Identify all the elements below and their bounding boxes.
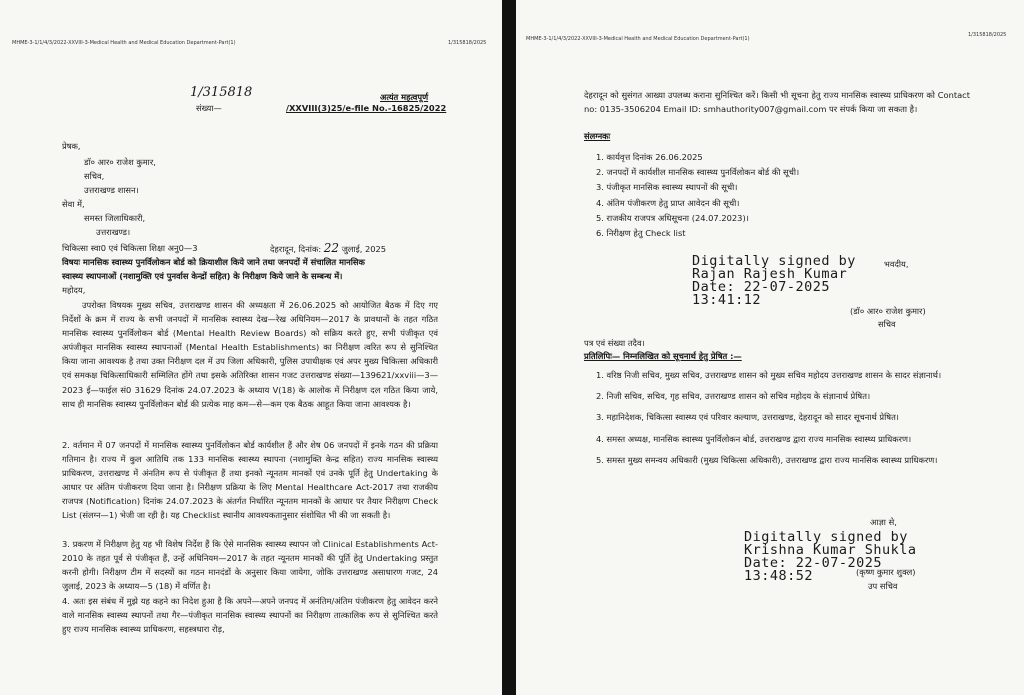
list-item: 6. निरीक्षण हेतु Check list bbox=[596, 228, 686, 239]
paragraph-4: 4. अतः इस संबंध में मुझे यह कहने का निदेश हुआ है कि अपने—अपने जनपद में अनंतिम/अंतिम पंजीकरण हेतु आवेदन करने वाले मानसिक स्वास्थ्य स्थापनों तथा गैर—पंजीकृत मानसिक स्वास्थ्य स्थापनों का निरीक्षण तात्कालिक रूप से सुनिश्चित करते हुए राज्य मानसिक स्वास्थ्य प्राधिकरण, सहस्त्रधारा रोड़, bbox=[62, 596, 438, 635]
salutation: महोदय, bbox=[62, 285, 86, 295]
signature-line: Digitally signed by bbox=[692, 253, 856, 269]
signature-line: 13:41:12 bbox=[692, 292, 762, 308]
signer-1-name: (डॉ० आर० राजेश कुमार) bbox=[850, 306, 926, 316]
by-order: आज्ञा से, bbox=[870, 517, 897, 527]
copy-heading: प्रतिलिपिः— निम्नलिखित को सूचनार्थ हेतु प्रेषित :— bbox=[584, 351, 742, 361]
subject-line-2: स्वास्थ्य स्थापनाओं (नशामुक्ति एवं पुनर्वास केन्द्रों सहित) के निरीक्षण किये जाने के सम्बन्ध में। bbox=[62, 271, 343, 281]
digital-signature-1 bbox=[692, 255, 856, 307]
list-item: 5. समस्त मुख्य समन्वय अधिकारी (मुख्य चिकित्सा अधिकारी), उत्तराखण्ड द्वारा राज्य मानसिक स्वास्थ्य प्राधिकरण। bbox=[596, 454, 938, 465]
signer-2-name: (कृष्ण कुमार शुक्ल) bbox=[856, 567, 916, 577]
enclosure-list bbox=[596, 150, 799, 241]
reference-number: /XXVIII(3)25/e-file No.-16825/2022 bbox=[286, 103, 447, 113]
list-item: 2. निजी सचिव, सचिव, गृह सचिव, उत्तराखण्ड शासन को सचिव महोदय के संज्ञानार्थ प्रेषित। bbox=[596, 391, 871, 402]
list-item: 5. राजकीय राजपत्र अधिसूचना (24.07.2023)। bbox=[596, 212, 749, 223]
file-header: MHME-3-1/1/4/3/2022-XXVIII-3-Medical Health and Medical Education Department-Part(1) bbox=[12, 40, 236, 46]
document-page-1 bbox=[0, 0, 502, 695]
yours-faithfully: भवदीय, bbox=[884, 259, 909, 269]
sender-name: डॉ० आर० राजेश कुमार, bbox=[84, 157, 156, 167]
enclosure-label: संलग्नकः bbox=[584, 131, 611, 141]
date-suffix: जुलाई, 2025 bbox=[341, 244, 387, 254]
list-item: 1. कार्यवृत्त दिनांक 26.06.2025 bbox=[596, 152, 703, 162]
list-item: 3. महानिदेशक, चिकित्सा स्वास्थ्य एवं परिवार कल्याण, उत्तराखण्ड, देहरादून को सादर सूचनार्थ प्रेषित। bbox=[596, 412, 899, 423]
letter-date bbox=[270, 242, 386, 256]
department-section: चिकित्सा स्वा0 एवं चिकित्सा शिक्षा अनु0—3 bbox=[62, 243, 198, 253]
subject-line-1: विषयः मानसिक स्वास्थ्य पुनर्विलोकन बोर्ड को क्रियाशील किये जाने तथा जनपदों में संचालित मानसिक bbox=[62, 257, 365, 267]
paragraph-1: उपरोक्त विषयक मुख्य सचिव, उत्तराखण्ड शासन की अध्यक्षता में 26.06.2025 को आयोजित बैठक में दिए गए निर्देशों के क्रम में राज्य के सभी जनपदों में मानसिक स्वास्थ्य देख—रेख अधिनियम—2017 के प्रावधानों के तहत गठित मानसिक स्वास्थ्य पुनर्विलोकन बोर्ड (Mental Health Review Boards) को सक्रिय करते हुए, सभी पंजीकृत एवं अपंजीकृत मानसिक स्वास्थ्य स्थापनाओं (Mental Health Establishments) का निरीक्षण त्वरित रूप से सुनिश्चित किया जाना आवश्यक है तथा उक्त निरीक्षण दल में उप जिला अधिकारी, पुलिस उपाधीक्षक एवं अपर मुख्य चिकित्सा अधिकारी एवं समकक्ष चिकित्साधिकारी सम्मिलित होंगे तथा इसके अतिरिक्त शासन गजट उत्तराखण्ड संख्या—139621/xxviii—3—2023 ई—फाईल सं0 31629 दिनांक 24.07.2023 के अध्याय V(18) के आलोक में निरीक्षण दल गठित किया जाये, साथ ही मानसिक स्वास्थ्य पुनर्विलोकन बोर्ड की प्रत्येक माह कम—से—कम एक बैठक आहूत किया जाना आवश्यक है। bbox=[62, 300, 438, 409]
signature-line: Krishna Kumar Shukla bbox=[744, 542, 917, 558]
signature-line: 13:48:52 bbox=[744, 568, 814, 584]
handwritten-number: 1/315818 bbox=[190, 85, 253, 100]
list-item: 4. अंतिम पंजीकरण हेतु प्राप्त आवेदन की सूची। bbox=[596, 197, 740, 208]
file-number: 1/315818/2025 bbox=[968, 32, 1007, 38]
list-item: 1. वरिष्ठ निजी सचिव, मुख्य सचिव, उत्तराखण्ड शासन को मुख्य सचिव महोदय उत्तराखण्ड शासन के सादर संज्ञानार्थ। bbox=[596, 370, 942, 380]
file-header: MHME-3-1/1/4/3/2022-XXVIII-3-Medical Health and Medical Education Department-Part(1) bbox=[526, 36, 750, 42]
sender-office: उत्तराखण्ड शासन। bbox=[84, 185, 139, 195]
signature-line: Digitally signed by bbox=[744, 529, 908, 545]
file-number: 1/315818/2025 bbox=[448, 40, 487, 46]
signature-line: Date: 22-07-2025 bbox=[744, 555, 883, 571]
sender-label: प्रेषक, bbox=[62, 141, 81, 151]
paragraph-3: 3. प्रकरण में निरीक्षण हेतु यह भी विशेष निर्देश हैं कि ऐसे मानसिक स्वास्थ्य स्थापन जो Clinical Establishments Act-2010 के तहत पूर्व से पंजीकृत हैं, उन्हें अधिनियम—2017 के तहत न्यूनतम मानकों की पूर्ति हेतु Undertaking प्रस्तुत करनी होगी। निरीक्षण टीम में सदस्यों का गठन मानदंडों के अनुसार किया जायेगा, जोकि उत्तराखण्ड असाधारण गजट, 24 जुलाई, 2023 के अध्याय—5 (18) में वर्णित है। bbox=[62, 539, 438, 592]
signature-line: Date: 22-07-2025 bbox=[692, 279, 831, 295]
document-page-2 bbox=[516, 0, 1024, 695]
priority-label: अत्यंत महत्वपूर्ण bbox=[380, 92, 429, 102]
sender-designation: सचिव, bbox=[84, 171, 105, 181]
signer-1-title: सचिव bbox=[878, 319, 896, 329]
list-item: 4. समस्त अध्यक्ष, मानसिक स्वास्थ्य पुनर्विलोकन बोर्ड, उत्तराखण्ड द्वारा राज्य मानसिक स्वास्थ्य प्राधिकरण। bbox=[596, 433, 912, 444]
list-item: 2. जनपदों में कार्यशील मानसिक स्वास्थ्य पुनर्विलोकन बोर्ड की सूची। bbox=[596, 167, 800, 178]
paragraph-2: 2. वर्तमान में 07 जनपदों में मानसिक स्वास्थ्य पुनर्विलोकन बोर्ड कार्यशील हैं और शेष 06 जनपदों में इनके गठन की प्रक्रिया गतिमान है। राज्य में कुल आतिथि तक 133 मानसिक स्वास्थ्य स्थापना (नशामुक्ति केन्द्र सहित) राज्य मानसिक स्वास्थ्य प्राधिकरण, उत्तराखण्ड में अंनतिम रूप से पंजीकृत हैं तथा इनको न्यूनतम मानकों एवं उनके पूर्ति हेतु Undertaking के आधार पर अंतिम पंजीकरण दिया जाना है। निरीक्षण प्रक्रिया के लिए Mental Healthcare Act-2017 तथा राजकीय राजपत्र (Notification) दिनांक 24.07.2023 के अंतर्गत निर्धारित न्यूनतम मानकों के आधार पर तैयार निरीक्षण Check List (संलग्न—1) भेजी जा रही है। यह Checklist स्थानीय आवश्यकतानुसार संशोधित भी की जा सकती है। bbox=[62, 440, 438, 521]
copy-list bbox=[596, 368, 966, 468]
reference-label: संख्या— bbox=[196, 103, 222, 113]
recipient-name: समस्त जिलाधिकारी, bbox=[84, 213, 146, 223]
continuation-text: देहरादून को सुसंगत आख्या उपलब्ध कराना सुनिश्चित करें। किसी भी सूचना हेतु राज्य मानसिक स्वास्थ्य प्राधिकरण को Contact no: 0135-3506204 Email ID: smhauthority007@gmail.com पर संपर्क किया जा सकता है। bbox=[584, 90, 970, 115]
recipient-place: उत्तराखण्ड। bbox=[96, 227, 131, 237]
signature-line: Rajan Rajesh Kumar bbox=[692, 266, 848, 282]
date-prefix: देहरादून, दिनांक: bbox=[270, 244, 322, 254]
list-item: 3. पंजीकृत मानसिक स्वास्थ्य स्थापनों की सूची। bbox=[596, 182, 738, 193]
recipient-label: सेवा में, bbox=[62, 199, 85, 209]
signer-2-title: उप सचिव bbox=[868, 581, 898, 591]
date-day: 22 bbox=[323, 241, 340, 255]
memo-line: पत्र एवं संख्या तदैव। bbox=[584, 338, 645, 348]
